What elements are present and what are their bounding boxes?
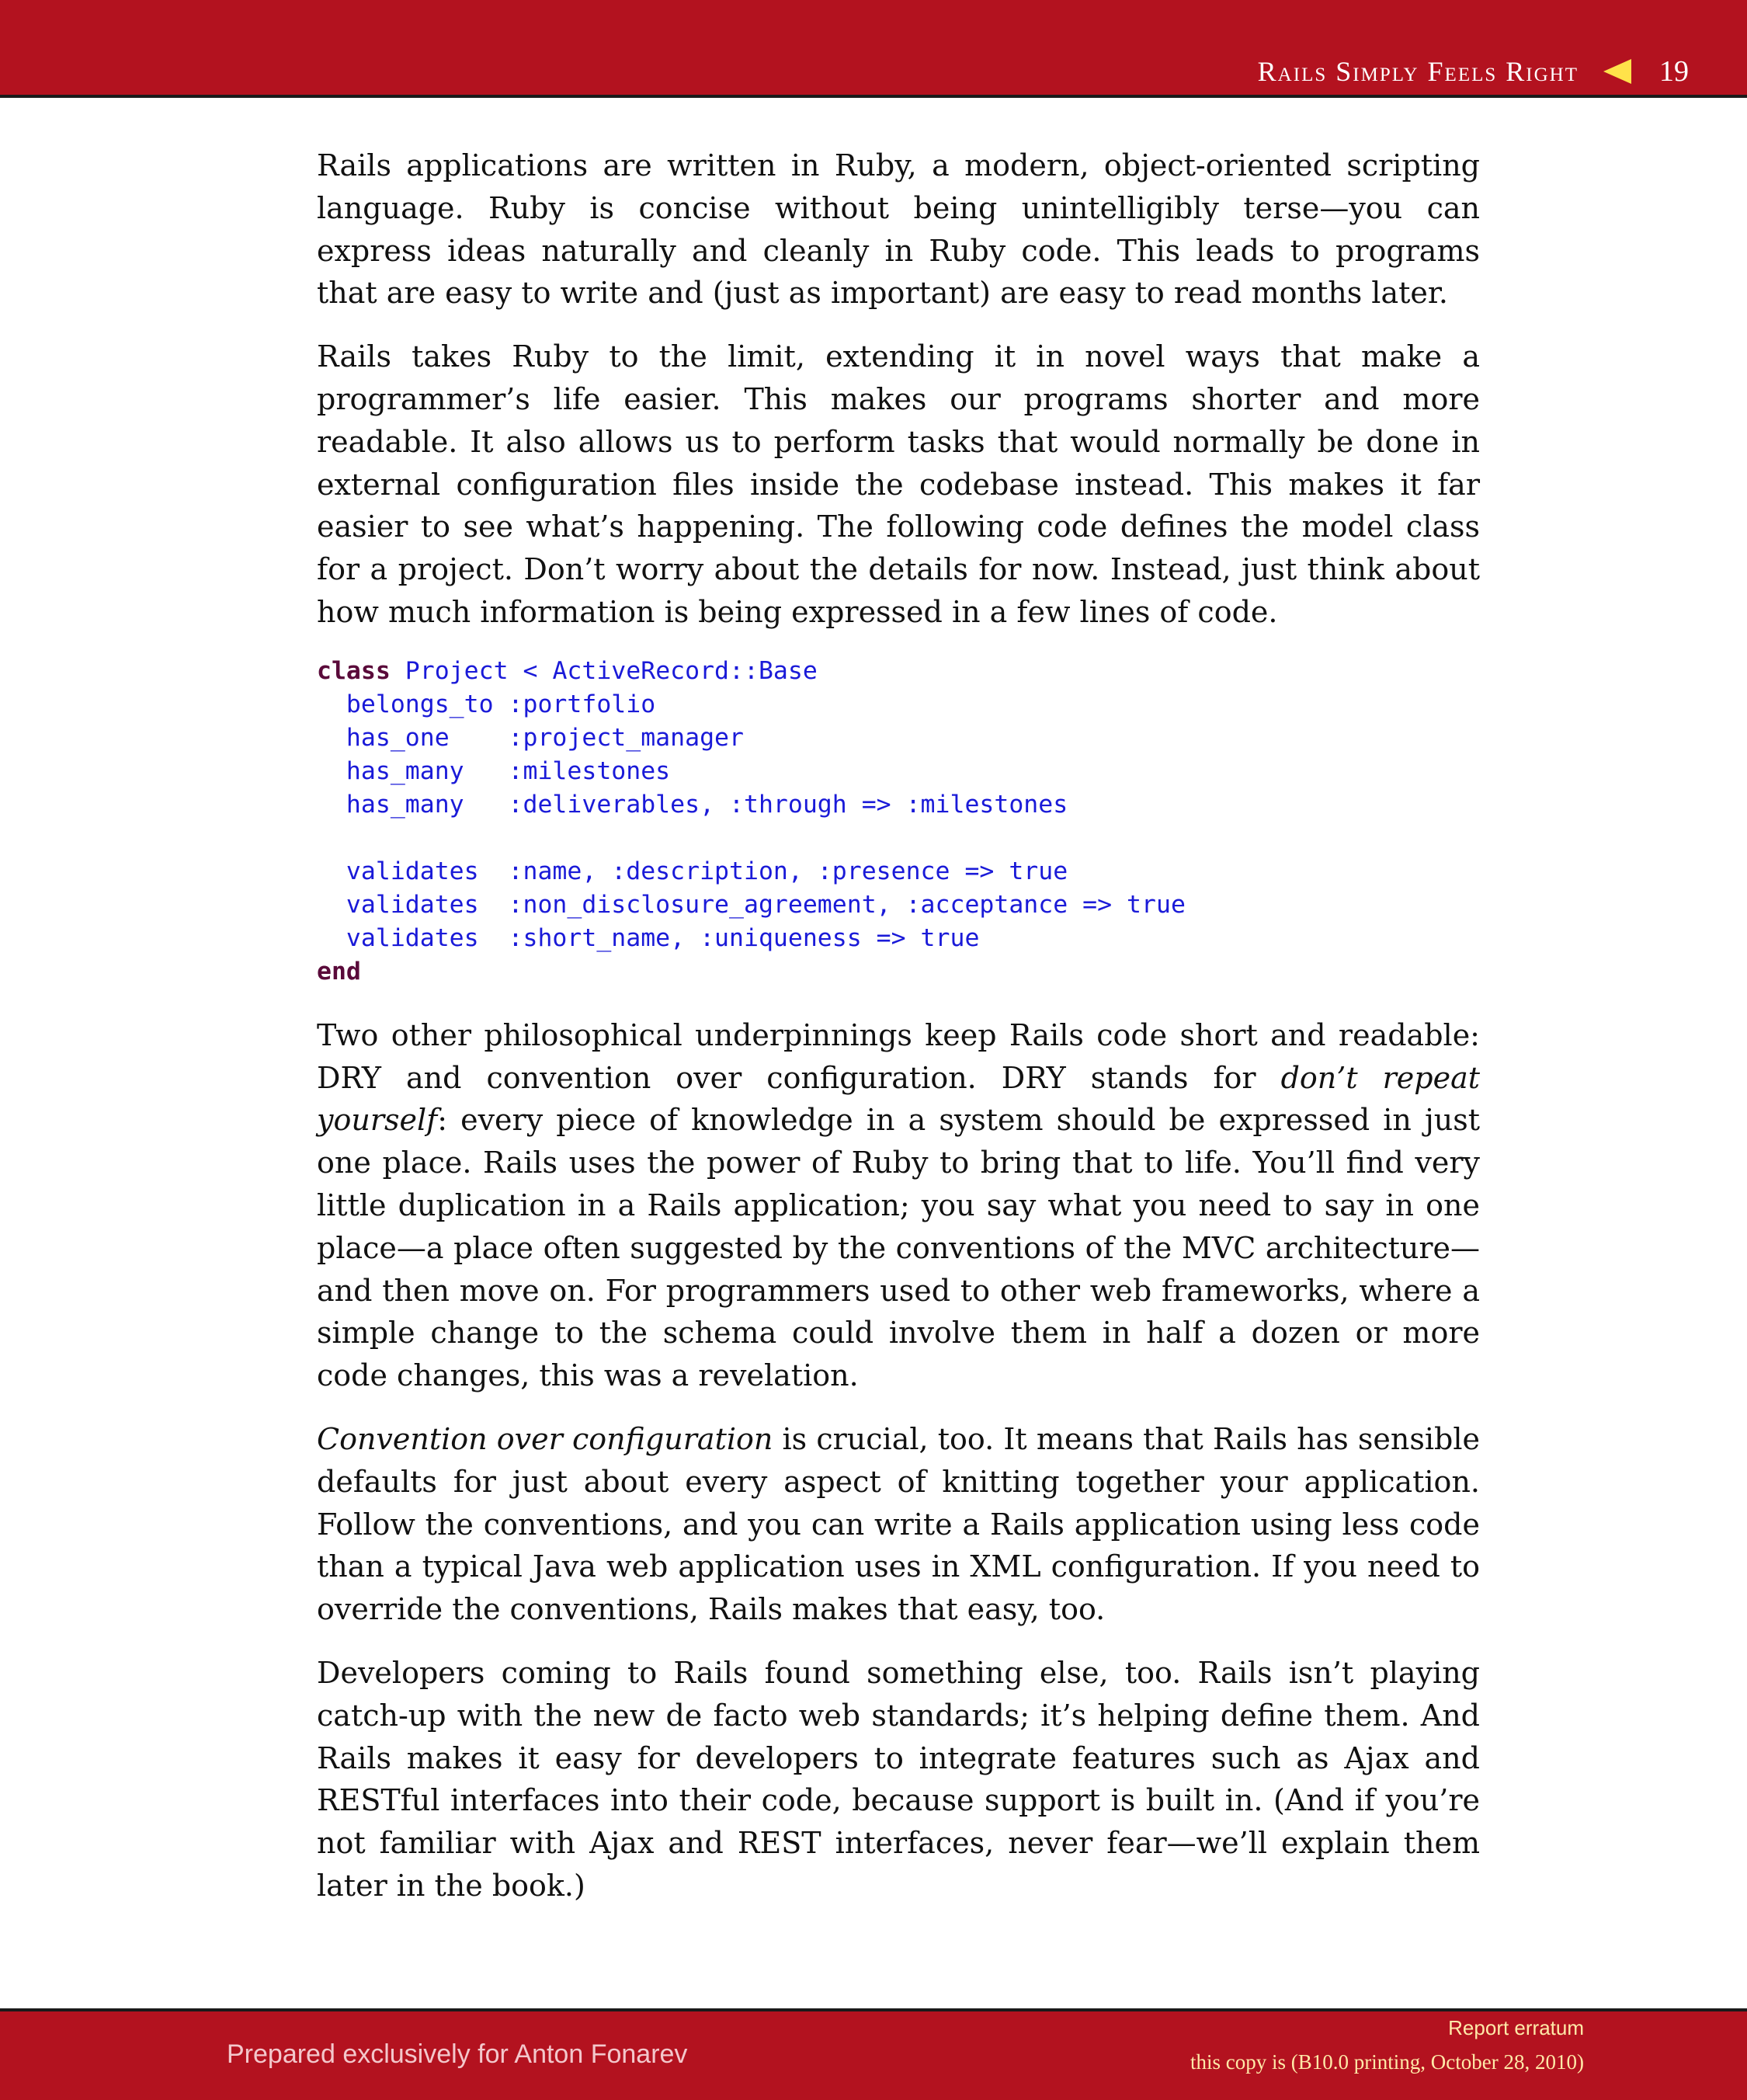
code-line-3: has_one :project_manager — [317, 723, 744, 752]
code-line-5: has_many :deliverables, :through => :milestones — [317, 790, 1068, 819]
header-bar — [0, 0, 1747, 98]
code-line-4: has_many :milestones — [317, 756, 671, 785]
paragraph-3-text-a: Two other philosophical underpinnings keep Rails code short and readable: DRY and convention over configuration. DRY stands for — [317, 1017, 1480, 1095]
running-title: Rails Simply Feels Right — [1257, 56, 1579, 87]
code-line-9: validates :short_name, :uniqueness => true — [317, 923, 980, 952]
report-erratum-link[interactable]: Report erratum — [1448, 2016, 1584, 2039]
left-arrow-icon[interactable] — [1603, 59, 1631, 84]
paragraph-3-text-b: : every piece of knowledge in a system should be expressed in just one place. Rails uses the power of Ruby to bring that to life. You’ll find very little duplication in a Rails application; you say what you need to say in one place—a place often suggested by the conventions of the MVC architecture—and then move on. For programmers used to other web frameworks, where a simple change to the schema could involve them in half a dozen or more code changes, this was a revelation. — [317, 1103, 1480, 1393]
paragraph-3-emphasis: don’t repeat yourself — [317, 1060, 1480, 1138]
code-block — [317, 655, 1480, 989]
page-number: 19 — [1659, 55, 1689, 88]
paragraph-5: Developers coming to Rails found something else, too. Rails isn’t playing catch-up with the new de facto web standards; it’s helping define them. And Rails makes it easy for developers to integrate features such as Ajax and RESTful interfaces into their code, because support is built in. (And if you’re not familiar with Ajax and REST interfaces, never fear—we’ll explain them later in the book.) — [317, 1655, 1480, 1903]
paragraph-4 — [317, 1418, 1480, 1631]
paragraph-1: Rails applications are written in Ruby, a modern, object-oriented scripting language. Ruby is concise without being unintelligibly terse—you can express ideas naturally and cleanly in Ruby code. This leads to programs that are easy to write and (just as important) are easy to read months later. — [317, 148, 1480, 311]
paragraph-4-text: is crucial, too. It means that Rails has sensible defaults for just about every aspect of knitting together your application. Follow the conventions, and you can write a Rails application using less code than a typical Java web application uses in XML configuration. If you need to override the conventions, Rails makes that easy, too. — [317, 1421, 1481, 1627]
paragraph-3 — [317, 1014, 1480, 1397]
code-keyword-class: class — [317, 656, 391, 685]
copy-info: this copy is (B10.0 printing, October 28, 2010) — [1190, 2050, 1584, 2074]
running-header — [1258, 54, 1689, 89]
page-content — [317, 144, 1480, 1928]
code-line-2: belongs_to :portfolio — [317, 690, 656, 718]
code-line-8: validates :non_disclosure_agreement, :acceptance => true — [317, 890, 1186, 919]
code-line-7: validates :name, :description, :presence => true — [317, 857, 1068, 885]
code-keyword-end: end — [317, 957, 361, 986]
prepared-for-notice: Prepared exclusively for Anton Fonarev — [227, 2039, 688, 2069]
code-line-1: Project < ActiveRecord::Base — [390, 656, 818, 685]
paragraph-4-emphasis: Convention over configuration — [317, 1421, 773, 1456]
paragraph-2: Rails takes Ruby to the limit, extending it in novel ways that make a programmer’s life easier. This makes our programs shorter and more readable. It also allows us to perform tasks that would normally be done in external configuration files inside the codebase instead. This makes it far easier to see what’s happening. The following code defines the model class for a project. Don’t worry about the details for now. Instead, just think about how much information is being expressed in a few lines of code. — [317, 339, 1480, 629]
